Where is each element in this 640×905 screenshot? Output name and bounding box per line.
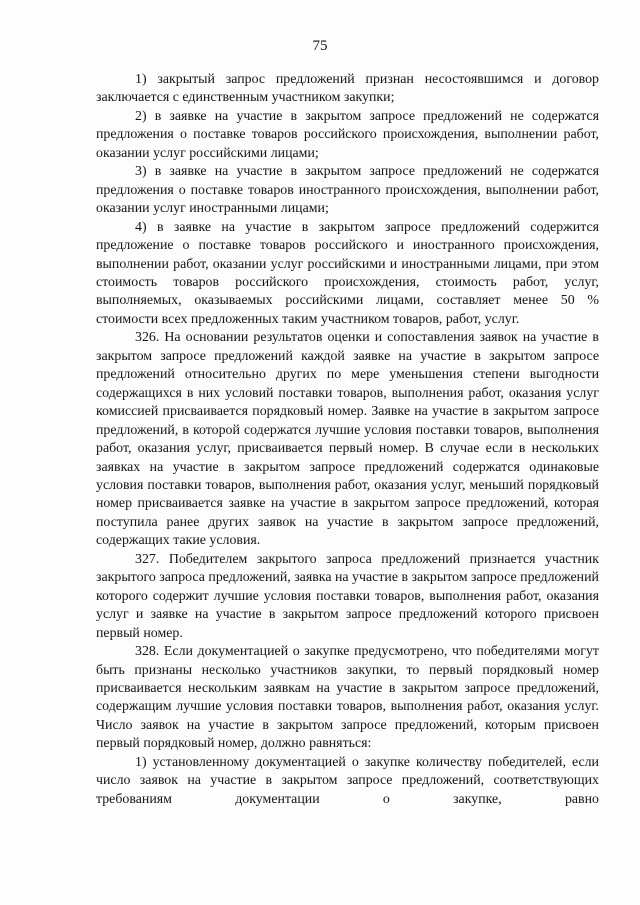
paragraph-clause-326: 326. На основании результатов оценки и сопоставления заявок на участие в закрытом запросе предложений каждой заявке на участие в закрытом запросе предложений относительно других по мере уменьшения степени выгодности содержащихся в них условий поставки товаров, выполнения работ, оказания услуг комиссией присваивается порядковый номер. Заявке на участие в закрытом запросе предложений, в которой содержатся лучшие условия поставки товаров, выполнения работ, оказания услуг, присваивается первый номер. В случае если в нескольких заявках на участие в закрытом запросе предложений содержатся одинаковые условия поставки товаров, выполнения работ, оказания услуг, меньший порядковый номер присваивается заявке на участие в закрытом запросе предложений, которая поступила ранее других заявок на участие в закрытом запросе предложений, содержащих такие условия. [96,330,599,549]
paragraph-list-item-4: 4) в заявке на участие в закрытом запросе предложений содержится предложение о поставке товаров российского и иностранного происхождения, выполнении работ, оказании услуг российскими и иностранными лицами, при этом стоимость товаров российского происхождения, стоимость работ, услуг, выполняемых, оказываемых российскими лицами, составляет менее 50 % стоимости всех предложенных таким участником товаров, работ, услуг. [96,219,599,327]
paragraph-list-item-1: 1) закрытый запрос предложений признан несостоявшимся и договор заключается с единственным участником закупки; [96,72,599,106]
paragraph-clause-328: 328. Если документацией о закупке предусмотрено, что победителями могут быть признаны несколько участников закупки, то первый порядковый номер присваивается нескольким заявкам на участие в закрытом запросе предложений, содержащим лучшие условия поставки товаров, выполнения работ, оказания услуг. Число заявок на участие в закрытом запросе предложений, которым присвоен первый порядковый номер, должно равняться: [96,644,599,752]
page-body [96,71,599,809]
paragraph-list-item-3: 3) в заявке на участие в закрытом запросе предложений не содержатся предложения о поставке товаров иностранного происхождения, выполнении работ, оказании услуг иностранными лицами; [96,164,599,217]
paragraph-clause-327: 327. Победителем закрытого запроса предложений признается участник закрытого запроса предложений, заявка на участие в закрытом запросе предложений которого содержит лучшие условия поставки товаров, выполнения работ, оказания услуг и заявке на участие в закрытом запросе предложений которого присвоен первый номер. [96,551,599,641]
paragraph-list-item-2: 2) в заявке на участие в закрытом запросе предложений не содержатся предложения о поставке товаров российского происхождения, выполнении работ, оказании услуг российскими лицами; [96,108,599,161]
paragraph-clause-328-item-1: 1) установленному документацией о закупке количеству победителей, если число заявок на участие в закрытом запросе предложений, соответствующих требованиям документации о закупке, равно [96,754,599,807]
page-number: 75 [312,38,328,54]
